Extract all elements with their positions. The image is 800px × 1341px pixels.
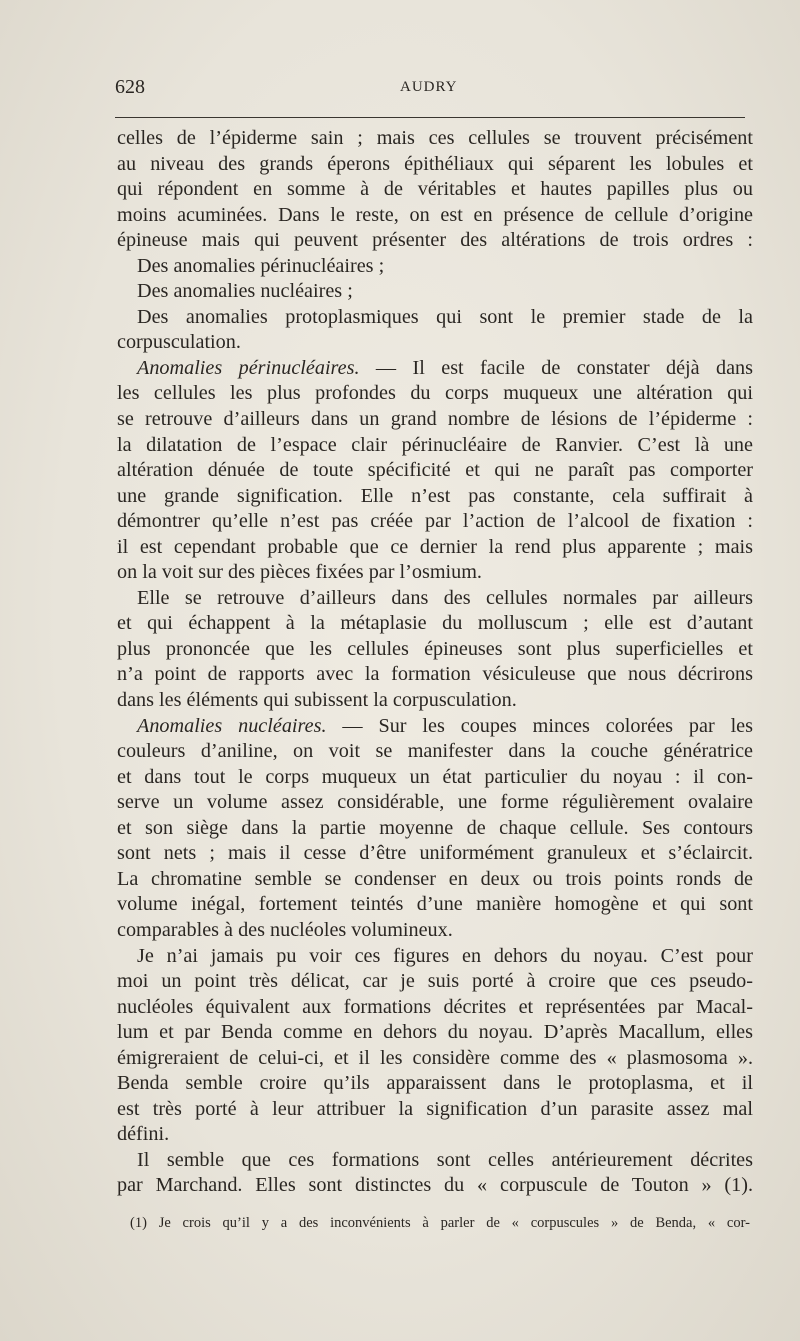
text-line: épineuse mais qui peuvent présenter des altérations de trois ordres : <box>117 229 753 252</box>
nuclear-heading: Anomalies nucléaires. <box>137 714 327 737</box>
text-line: et qui échappent à la métaplasie du molluscum ; elle est d’autant <box>117 612 753 635</box>
text-line: Elle se retrouve d’ailleurs dans des cellules normales par ailleurs <box>137 586 753 609</box>
text-line: se retrouve d’ailleurs dans un grand nombre de lésions de l’épiderme : <box>117 408 753 431</box>
text-line: une grande signification. Elle n’est pas constante, cela suffirait à <box>117 484 753 507</box>
text-line: Benda semble croire qu’ils apparaissent dans le protoplasma, et il <box>117 1072 753 1095</box>
text-line: corpusculation. <box>117 331 241 354</box>
text-line: altération dénuée de toute spécificité et qui ne paraît pas comporter <box>117 459 753 482</box>
text-line: Des anomalies périnucléaires ; <box>137 254 385 277</box>
text-line: Des anomalies nucléaires ; <box>137 280 353 303</box>
perinuclear-heading-line <box>117 356 753 382</box>
text-line: Je n’ai jamais pu voir ces figures en dehors du noyau. C’est pour <box>137 944 753 967</box>
text-line: au niveau des grands éperons épithéliaux qui séparent les lobules et <box>117 152 753 175</box>
text-line: moi un point très délicat, car je suis porté à croire que ces pseudo- <box>117 970 753 993</box>
page-header <box>115 76 747 100</box>
header-rule <box>115 117 745 118</box>
text-line: n’a point de rapports avec la formation vésiculeuse que nous décrirons <box>117 663 753 686</box>
text-line: est très porté à leur attribuer la signification d’un parasite assez mal <box>117 1097 753 1120</box>
text-line: il est cependant probable que ce dernier la rend plus apparente ; mais <box>117 535 753 558</box>
text-line: la dilatation de l’espace clair périnucléaire de Ranvier. C’est là une <box>117 433 753 456</box>
text-line: volume inégal, fortement teintés d’une manière homogène et qui sont <box>117 893 753 916</box>
text-line: par Marchand. Elles sont distinctes du « corpuscule de Touton » (1). <box>117 1174 753 1197</box>
page-number: 628 <box>115 76 145 98</box>
text-line: moins acuminées. Dans le reste, on est en présence de cellule d’origine <box>117 203 753 226</box>
text-line: nucléoles équivalent aux formations décrites et représentées par Macal- <box>117 995 753 1018</box>
text-line: et son siège dans la partie moyenne de chaque cellule. Ses contours <box>117 816 753 839</box>
text-line: lum et par Benda comme en dehors du noyau. D’après Macallum, elles <box>117 1021 753 1044</box>
running-head: AUDRY <box>400 79 458 95</box>
nuclear-heading-line <box>117 714 753 740</box>
text-line: serve un volume assez considérable, une forme régulièrement ovalaire <box>117 791 753 814</box>
text-line: démontrer qu’elle n’est pas créée par l’action de l’alcool de fixation : <box>117 510 753 533</box>
text-line: et dans tout le corps muqueux un état particulier du noyau : il con- <box>117 765 753 788</box>
perinuclear-heading-text: — Il est facile de constater déjà dans <box>359 356 753 379</box>
text-line: on la voit sur des pièces fixées par l’osmium. <box>117 561 482 584</box>
text-line: couleurs d’aniline, on voit se manifester dans la couche génératrice <box>117 740 753 763</box>
footnote: (1) Je crois qu’il y a des inconvénients à parler de « corpuscules » de Benda, « cor- <box>130 1215 750 1231</box>
text-line: dans les éléments qui subissent la corpusculation. <box>117 689 517 712</box>
text-line: comparables à des nucléoles volumineux. <box>117 918 453 941</box>
text-line: plus prononcée que les cellules épineuses sont plus superficielles et <box>117 637 753 660</box>
text-line: La chromatine semble se condenser en deux ou trois points ronds de <box>117 867 753 890</box>
text-line: sont nets ; mais il cesse d’être uniformément granuleux et s’éclaircit. <box>117 842 753 865</box>
perinuclear-heading: Anomalies périnucléaires. <box>137 356 360 379</box>
text-line: émigreraient de celui-ci, et il les considère comme des « plasmosoma ». <box>117 1046 753 1069</box>
text-line: qui répondent en somme à de véritables et hautes papilles plus ou <box>117 178 753 201</box>
text-line: Il semble que ces formations sont celles antérieurement décrites <box>137 1148 753 1171</box>
nuclear-heading-text: — Sur les coupes minces colorées par les <box>326 714 753 737</box>
text-line: Des anomalies protoplasmiques qui sont le premier stade de la <box>137 305 753 328</box>
text-line: défini. <box>117 1123 170 1146</box>
body-text <box>117 126 753 1199</box>
text-line: les cellules les plus profondes du corps muqueux une altération qui <box>117 382 753 405</box>
text-line: celles de l’épiderme sain ; mais ces cellules se trouvent précisément <box>117 127 753 149</box>
